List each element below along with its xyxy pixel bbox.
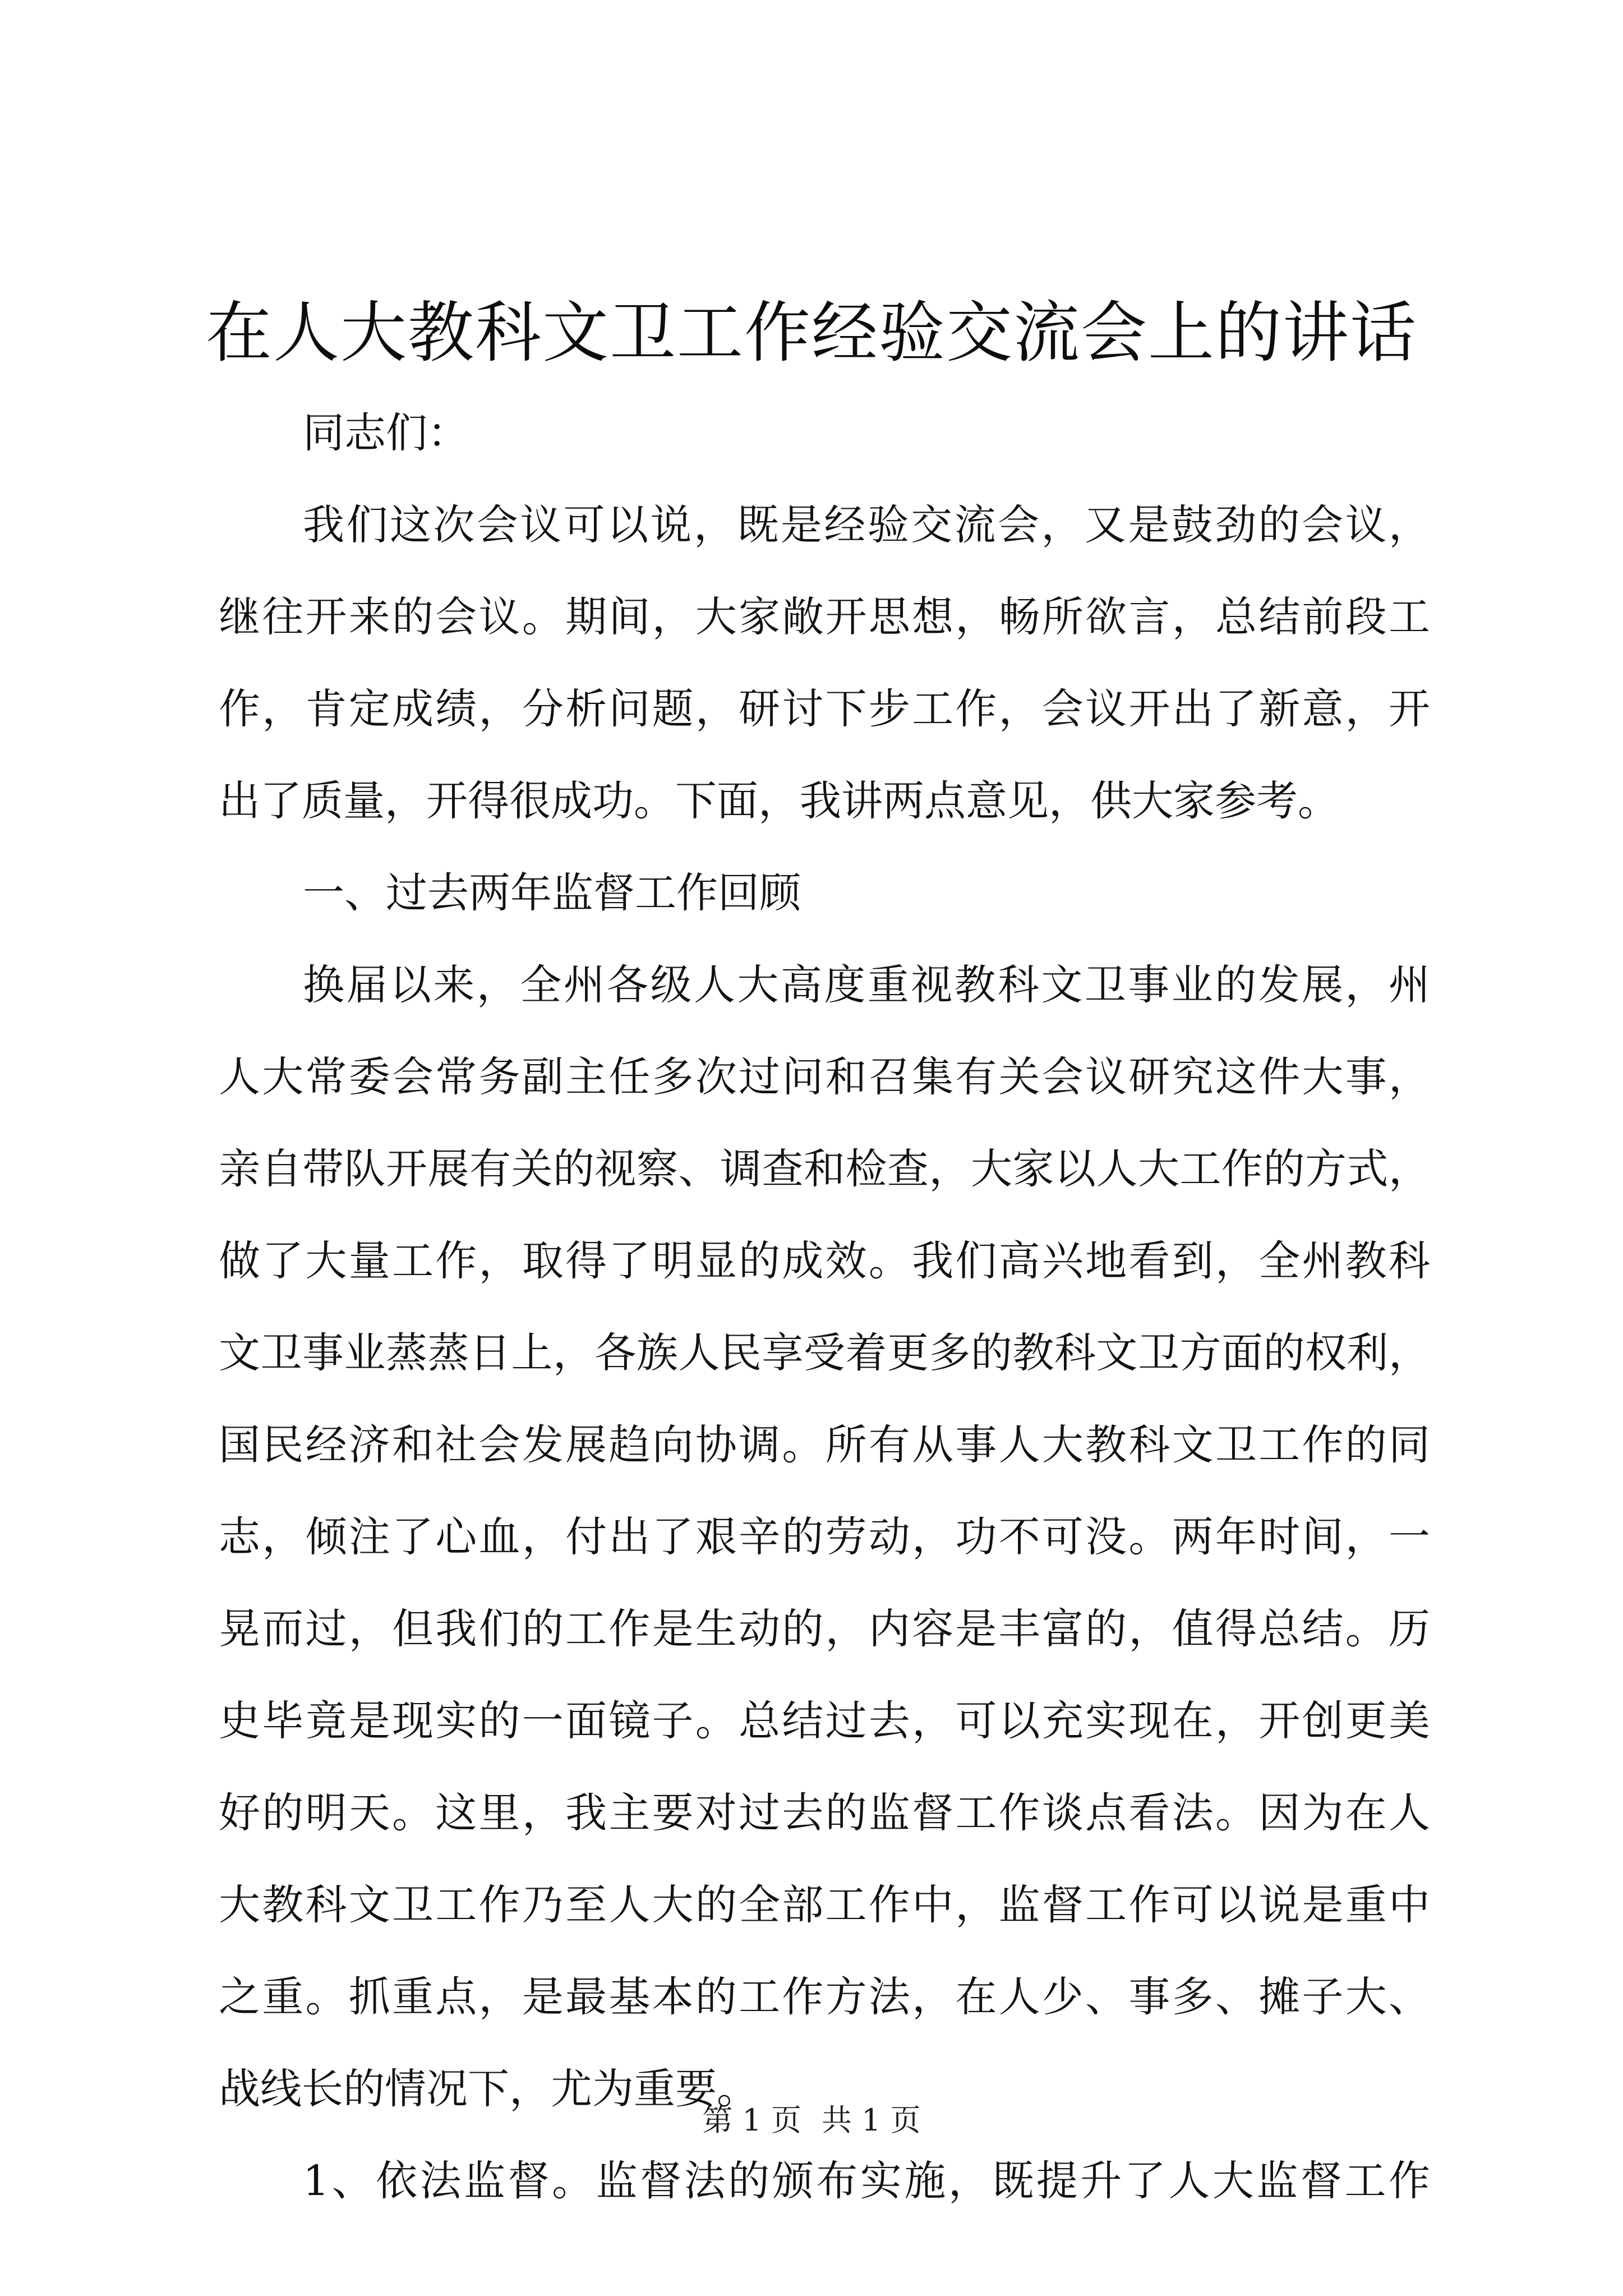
text-line: 做了大量工作，取得了明显的成效。我们高兴地看到，全州教科 bbox=[219, 1237, 1430, 1285]
text-line: 大教科文卫工作乃至人大的全部工作中，监督工作可以说是重中 bbox=[219, 1881, 1430, 1929]
page-total: 共 1 页 bbox=[822, 2102, 921, 2138]
page-footer bbox=[0, 2101, 1623, 2140]
text-line: 出了质量，开得很成功。下面，我讲两点意见，供大家参考。 bbox=[219, 777, 1339, 825]
document-body bbox=[219, 387, 1430, 2227]
text-line: 好的明天。这里，我主要对过去的监督工作谈点看法。因为在人 bbox=[219, 1789, 1430, 1837]
text-line: 一、过去两年监督工作回顾 bbox=[303, 869, 801, 917]
text-line: 史毕竟是现实的一面镜子。总结过去，可以充实现在，开创更美 bbox=[219, 1697, 1430, 1745]
document-title: 在人大教科文卫工作经验交流会上的讲话 bbox=[205, 294, 1417, 371]
text-line: 晃而过，但我们的工作是生动的，内容是丰富的，值得总结。历 bbox=[219, 1605, 1430, 1653]
text-line: 亲自带队开展有关的视察、调查和检查，大家以人大工作的方式， bbox=[219, 1145, 1430, 1193]
text-line: 文卫事业蒸蒸日上，各族人民享受着更多的教科文卫方面的权利， bbox=[219, 1329, 1430, 1377]
text-line: 战线长的情况下，尤为重要。 bbox=[219, 2065, 758, 2113]
text-line: 国民经济和社会发展趋向协调。所有从事人大教科文卫工作的同 bbox=[219, 1421, 1430, 1469]
text-line: 我们这次会议可以说，既是经验交流会，又是鼓劲的会议， bbox=[303, 501, 1430, 549]
text-line: 换届以来，全州各级人大高度重视教科文卫事业的发展，州 bbox=[303, 961, 1430, 1009]
text-line: 人大常委会常务副主任多次过问和召集有关会议研究这件大事， bbox=[219, 1053, 1430, 1101]
page-number: 第 1 页 bbox=[702, 2102, 801, 2138]
text-line: 继往开来的会议。期间，大家敞开思想，畅所欲言，总结前段工 bbox=[219, 593, 1430, 641]
text-line: 志，倾注了心血，付出了艰辛的劳动，功不可没。两年时间，一 bbox=[219, 1513, 1430, 1561]
text-line: 之重。抓重点，是最基本的工作方法，在人少、事多、摊子大、 bbox=[219, 1973, 1430, 2021]
text-line: 作，肯定成绩，分析问题，研讨下步工作，会议开出了新意，开 bbox=[219, 685, 1430, 733]
text-line: 1、依法监督。监督法的颁布实施，既提升了人大监督工作 bbox=[303, 2157, 1430, 2205]
text-line: 同志们： bbox=[303, 409, 469, 457]
